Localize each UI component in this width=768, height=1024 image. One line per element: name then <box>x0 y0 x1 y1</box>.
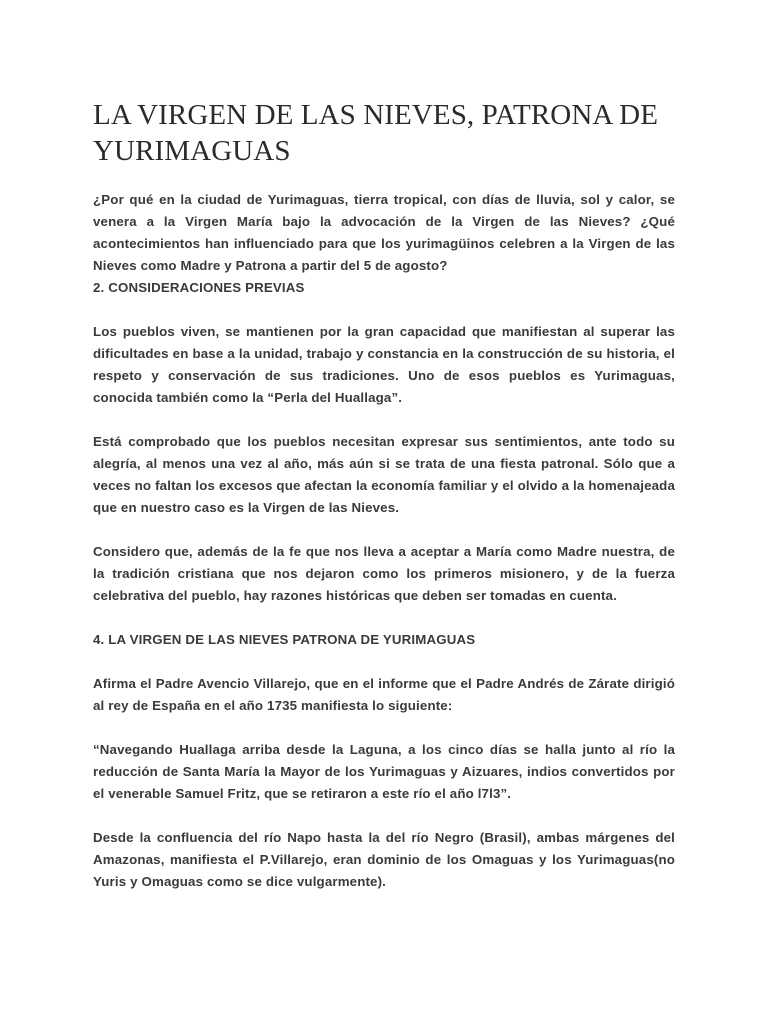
document-page <box>93 97 675 893</box>
spacer <box>93 651 675 673</box>
intro-paragraph: ¿Por qué en la ciudad de Yurimaguas, tierra tropical, con días de lluvia, sol y calor, se venera a la Virgen María bajo la advocación de la Virgen de las Nieves? ¿Qué acontecimientos han influenciado para que los yurimagüinos celebren a la Virgen de las Nieves como Madre y Patrona a partir del 5 de agosto? <box>93 192 675 273</box>
spacer <box>93 805 675 827</box>
paragraph-2: Está comprobado que los pueblos necesitan expresar sus sentimientos, ante todo su alegría, al menos una vez al año, más aún si se trata de una fiesta patronal. Sólo que a veces no faltan los excesos que afectan la economía familiar y el olvido a la homenajeada que en nuestro caso es la Virgen de las Nieves. <box>93 434 675 515</box>
spacer <box>93 717 675 739</box>
spacer <box>93 299 675 321</box>
quote-paragraph: “Navegando Huallaga arriba desde la Laguna, a los cinco días se halla junto al río la reducción de Santa María la Mayor de los Yurimaguas y Aizuares, indios convertidos por el venerable Samuel Fritz, que se retiraron a este río el año l7l3”. <box>93 742 675 801</box>
document-title: LA VIRGEN DE LAS NIEVES, PATRONA DE YURIMAGUAS <box>93 99 659 167</box>
section-heading-4: 4. LA VIRGEN DE LAS NIEVES PATRONA DE YURIMAGUAS <box>93 632 476 647</box>
spacer <box>93 409 675 431</box>
paragraph-4: Afirma el Padre Avencio Villarejo, que en el informe que el Padre Andrés de Zárate dirigió al rey de España en el año 1735 manifiesta lo siguiente: <box>93 676 675 713</box>
paragraph-1: Los pueblos viven, se mantienen por la gran capacidad que manifiestan al superar las dificultades en base a la unidad, trabajo y constancia en la construcción de su historia, el respeto y conservación de sus tradiciones. Uno de esos pueblos es Yurimaguas, conocida también como la “Perla del Huallaga”. <box>93 324 675 405</box>
paragraph-6: Desde la confluencia del río Napo hasta la del río Negro (Brasil), ambas márgenes del Amazonas, manifiesta el P.Villarejo, eran dominio de los Omaguas y los Yurimaguas(no Yuris y Omaguas como se dice vulgarmente). <box>93 830 675 889</box>
spacer <box>93 519 675 541</box>
section-heading-2: 2. CONSIDERACIONES PREVIAS <box>93 280 305 295</box>
paragraph-3: Considero que, además de la fe que nos lleva a aceptar a María como Madre nuestra, de la tradición cristiana que nos dejaron como los primeros misionero, y de la fuerza celebrativa del pueblo, hay razones históricas que deben ser tomadas en cuenta. <box>93 544 675 603</box>
spacer <box>93 607 675 629</box>
